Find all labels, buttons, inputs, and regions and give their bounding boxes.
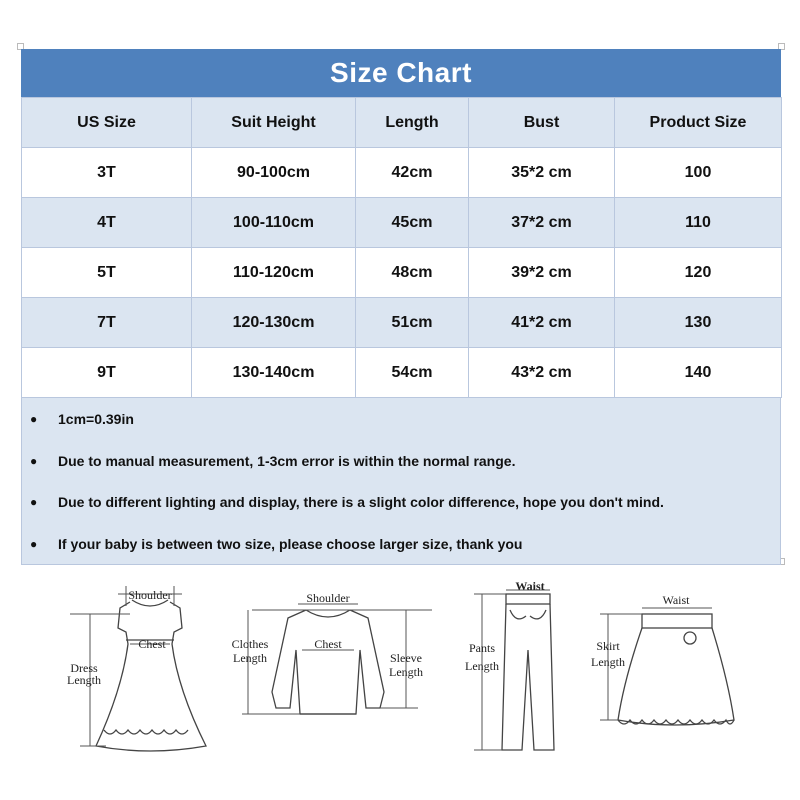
- table-row: [22, 198, 782, 248]
- cell-us-size: 3T: [22, 148, 192, 198]
- cell-us-size: 7T: [22, 298, 192, 348]
- cell-length: 48cm: [356, 248, 469, 298]
- dress-measurement-diagram: [60, 580, 220, 760]
- cell-bust: 35*2 cm: [469, 148, 615, 198]
- pants-measurement-diagram: [460, 580, 570, 760]
- skirt-length-label-1: Skirt: [596, 639, 620, 653]
- note-item: [30, 411, 134, 427]
- cell-suit-height: 100-110cm: [192, 198, 356, 248]
- shirt-clothes-label-2: Length: [233, 651, 267, 665]
- cell-suit-height: 90-100cm: [192, 148, 356, 198]
- header-us-size: US Size: [22, 98, 192, 148]
- size-table: [21, 97, 782, 398]
- cell-suit-height: 110-120cm: [192, 248, 356, 298]
- table-row: [22, 148, 782, 198]
- cell-us-size: 9T: [22, 348, 192, 398]
- bullet-icon: ●: [30, 412, 38, 426]
- pants-length-label-1: Pants: [468, 641, 496, 655]
- chart-title: Size Chart: [21, 49, 781, 97]
- cell-us-size: 4T: [22, 198, 192, 248]
- header-product-size: Product Size: [615, 98, 782, 148]
- shirt-sleeve-label-2: Length: [389, 665, 423, 679]
- note-item: [30, 453, 515, 469]
- cell-suit-height: 130-140cm: [192, 348, 356, 398]
- cell-product-size: 110: [615, 198, 782, 248]
- shirt-sleeve-label-1: Sleeve: [390, 651, 422, 665]
- shirt-icon: [222, 580, 442, 760]
- dress-length-label-2: Length: [67, 673, 101, 687]
- table-row: [22, 248, 782, 298]
- note-text: If your baby is between two size, please choose larger size, thank you: [58, 536, 523, 552]
- shirt-chest-label: Chest: [314, 637, 342, 651]
- cell-product-size: 100: [615, 148, 782, 198]
- note-item: [30, 536, 522, 552]
- cell-bust: 41*2 cm: [469, 298, 615, 348]
- dress-length-label-1: Dress: [70, 661, 98, 675]
- table-row: [22, 298, 782, 348]
- dress-chest-label: Chest: [138, 637, 166, 651]
- dress-shoulder-label: Shoulder: [128, 588, 172, 602]
- header-suit-height: Suit Height: [192, 98, 356, 148]
- bullet-icon: ●: [30, 495, 38, 509]
- cell-suit-height: 120-130cm: [192, 298, 356, 348]
- cell-bust: 43*2 cm: [469, 348, 615, 398]
- pants-waist-label: Waist: [515, 579, 545, 593]
- note-text: Due to manual measurement, 1-3cm error is within the normal range.: [58, 453, 516, 469]
- cell-length: 45cm: [356, 198, 469, 248]
- header-length: Length: [356, 98, 469, 148]
- cell-product-size: 120: [615, 248, 782, 298]
- bullet-icon: ●: [30, 537, 38, 551]
- skirt-icon: [584, 580, 744, 760]
- bullet-icon: ●: [30, 454, 38, 468]
- note-text: 1cm=0.39in: [58, 411, 134, 427]
- cell-product-size: 140: [615, 348, 782, 398]
- shirt-shoulder-label: Shoulder: [306, 591, 350, 605]
- notes-panel: [21, 398, 781, 565]
- table-row: [22, 348, 782, 398]
- cell-bust: 39*2 cm: [469, 248, 615, 298]
- cell-length: 54cm: [356, 348, 469, 398]
- skirt-waist-label: Waist: [662, 593, 690, 607]
- shirt-clothes-label-1: Clothes: [231, 637, 269, 651]
- shirt-measurement-diagram: [222, 580, 442, 760]
- dress-icon: [60, 580, 220, 760]
- cell-product-size: 130: [615, 298, 782, 348]
- note-text: Due to different lighting and display, there is a slight color difference, hope you don't mind.: [58, 494, 664, 510]
- skirt-measurement-diagram: [584, 580, 744, 760]
- cell-length: 51cm: [356, 298, 469, 348]
- cell-length: 42cm: [356, 148, 469, 198]
- note-item: [30, 494, 664, 510]
- header-bust: Bust: [469, 98, 615, 148]
- cell-us-size: 5T: [22, 248, 192, 298]
- table-header-row: [22, 98, 782, 148]
- pants-icon: [460, 580, 570, 760]
- skirt-length-label-2: Length: [591, 655, 625, 669]
- cell-bust: 37*2 cm: [469, 198, 615, 248]
- size-chart: [21, 49, 781, 565]
- pants-length-label-2: Length: [465, 659, 499, 673]
